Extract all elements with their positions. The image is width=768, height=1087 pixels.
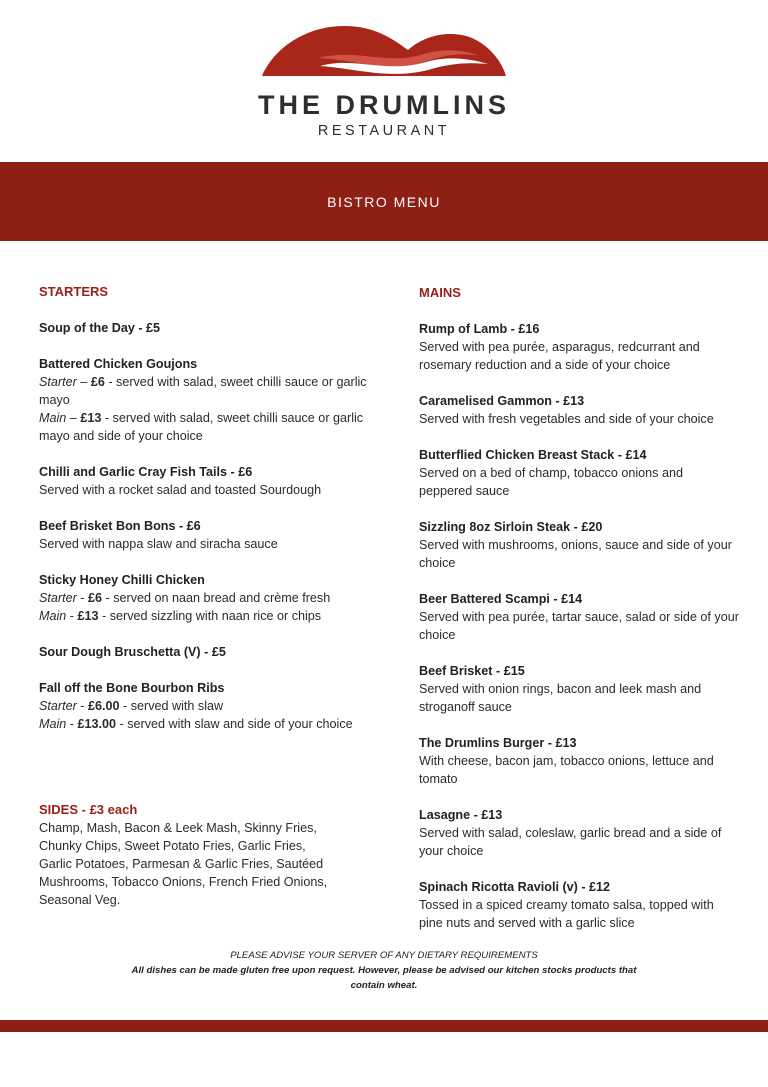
- mains-item-desc: Tossed in a spiced creamy tomato salsa, topped with pine nuts and served with a garlic slice: [419, 898, 714, 930]
- mains-item-desc: With cheese, bacon jam, tobacco onions, lettuce and tomato: [419, 754, 714, 786]
- mains-item: [419, 590, 739, 644]
- mains-item: [419, 446, 739, 500]
- mains-item: [419, 734, 739, 788]
- brand-name: THE DRUMLINS: [258, 90, 510, 120]
- hills-logo-icon: [258, 22, 510, 82]
- mains-item: [419, 392, 739, 428]
- mains-item-desc: Served with onion rings, bacon and leek mash and stroganoff sauce: [419, 682, 702, 714]
- mains-item-name: Rump of Lamb - £16: [419, 322, 540, 336]
- dietary-footer: [0, 948, 768, 993]
- mains-item-name: Beer Battered Scampi - £14: [419, 592, 583, 606]
- goujons-main: Main – £13 - served with salad, sweet chilli sauce or garlic mayo and side of your choice: [39, 411, 364, 443]
- mains-column: [419, 284, 739, 932]
- ribs-main: Main - £13.00 - served with slaw and side of your choice: [39, 717, 353, 731]
- starters-heading: STARTERS: [39, 284, 109, 299]
- ribs-name: Fall off the Bone Bourbon Ribs: [39, 681, 225, 695]
- mains-item-desc: Served with fresh vegetables and side of your choice: [419, 412, 714, 426]
- starters-column: [39, 283, 379, 733]
- mains-item: [419, 320, 739, 374]
- menu-title: BISTRO MENU: [327, 194, 441, 210]
- mains-item: [419, 878, 739, 932]
- crayfish-desc: Served with a rocket salad and toasted Sourdough: [39, 483, 322, 497]
- bonbons-name: Beef Brisket Bon Bons - £6: [39, 519, 201, 533]
- gluten-notice-cont: contain wheat.: [350, 980, 418, 991]
- mains-item-name: Butterflied Chicken Breast Stack - £14: [419, 448, 647, 462]
- mains-item-desc: Served with pea purée, asparagus, redcurrant and rosemary reduction and a side of your choice: [419, 340, 700, 372]
- soup-item: Soup of the Day - £5: [39, 321, 161, 335]
- bottom-bar: [0, 1020, 768, 1032]
- mains-heading: MAINS: [419, 285, 461, 300]
- ribs-starter: Starter - £6.00 - served with slaw: [39, 699, 224, 713]
- mains-item-name: The Drumlins Burger - £13: [419, 736, 577, 750]
- sides-list: Champ, Mash, Bacon & Leek Mash, Skinny Fries, Chunky Chips, Sweet Potato Fries, Garlic Fries, Garlic Potatoes, Parmesan & Garlic Fries, Sautéed Mushrooms, Tobacco Onions, French Fried Onions, Seasonal Veg.: [39, 821, 328, 907]
- mains-item-desc: Served with mushrooms, onions, sauce and side of your choice: [419, 538, 732, 570]
- title-banner: [0, 162, 768, 241]
- crayfish-name: Chilli and Garlic Cray Fish Tails - £6: [39, 465, 253, 479]
- mains-item: [419, 806, 739, 860]
- mains-item-name: Sizzling 8oz Sirloin Steak - £20: [419, 520, 603, 534]
- dietary-notice: PLEASE ADVISE YOUR SERVER OF ANY DIETARY REQUIREMENTS: [230, 950, 538, 961]
- mains-item-name: Lasagne - £13: [419, 808, 503, 822]
- mains-item-desc: Served on a bed of champ, tobacco onions and peppered sauce: [419, 466, 683, 498]
- mains-item-desc: Served with salad, coleslaw, garlic bread and a side of your choice: [419, 826, 722, 858]
- mains-item-name: Caramelised Gammon - £13: [419, 394, 585, 408]
- gluten-notice: All dishes can be made gluten free upon request. However, please be advised our kitchen stocks products that: [131, 965, 637, 976]
- mains-item-desc: Served with pea purée, tartar sauce, salad or side of your choice: [419, 610, 739, 642]
- bruschetta-item: Sour Dough Bruschetta (V) - £5: [39, 645, 226, 659]
- bonbons-desc: Served with nappa slaw and siracha sauce: [39, 537, 278, 551]
- brand-subtitle: RESTAURANT: [317, 123, 451, 139]
- sticky-main: Main - £13 - served sizzling with naan rice or chips: [39, 609, 322, 623]
- sides-heading: SIDES - £3 each: [39, 802, 138, 817]
- mains-item: [419, 518, 739, 572]
- goujons-name: Battered Chicken Goujons: [39, 357, 198, 371]
- goujons-starter: Starter – £6 - served with salad, sweet chilli sauce or garlic mayo: [39, 375, 367, 407]
- sticky-name: Sticky Honey Chilli Chicken: [39, 573, 205, 587]
- mains-item: [419, 662, 739, 716]
- mains-item-name: Spinach Ricotta Ravioli (v) - £12: [419, 880, 611, 894]
- mains-item-name: Beef Brisket - £15: [419, 664, 525, 678]
- sticky-starter: Starter - £6 - served on naan bread and crème fresh: [39, 591, 331, 605]
- sides-section: [39, 801, 339, 909]
